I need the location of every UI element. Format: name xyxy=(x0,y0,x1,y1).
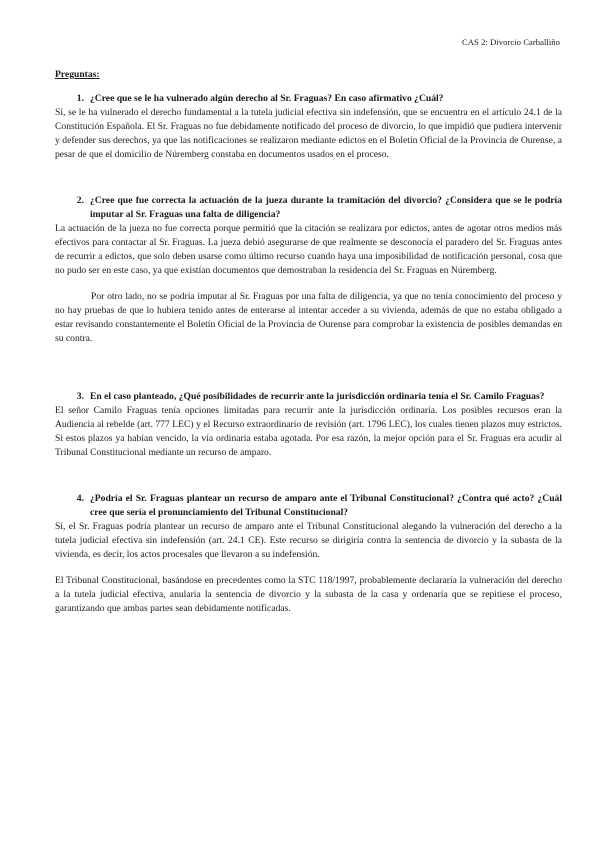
answer-paragraph: El Tribunal Constitucional, basándose en precedentes como la STC 118/1997, probablemente declararía la vulneración del derecho a la tutela judicial efectiva, anularía la sentencia de divorcio y la subasta de la casa y ordenaría que se repitiese el proceso, garantizando que ambas partes sean debidamente notificadas. xyxy=(55,575,562,614)
question-2 xyxy=(55,194,562,222)
answer-paragraph: La actuación de la jueza no fue correcta porque permitió que la citación se realizara por edictos, antes de agotar otros medios más efectivos para contactar al Sr. Fraguas. La jueza debió asegurarse de que realmente se desconocía el paradero del Sr. Fraguas antes de recurrir a edictos, que solo deben usarse como último recurso cuando haya una imposibilidad de notificación personal, cosa que no pudo ser en este caso, ya que existían documentos que demostraban la residencia del Sr. Fraguas en Núremberg. xyxy=(55,223,562,276)
answer-paragraph: Por otro lado, no se podría imputar al Sr. Fraguas por una falta de diligencia, ya que no tenía conocimiento del proceso y no hay pruebas de que lo hubiera tenido antes de enterarse al intentar acceder a su vivienda, además de que no estaba obligado a estar revisando constantemente el Boletín Oficial de la Provincia de Ourense para comprobar la existencia de posibles demandas en su contra. xyxy=(55,291,562,344)
section-heading: Preguntas: xyxy=(55,69,100,80)
question-text: ¿Podría el Sr. Fraguas plantear un recurso de amparo ante el Tribunal Constitucional? ¿Contra qué acto? ¿Cuál cree que sería el pronunciamiento del Tribunal Constitucional? xyxy=(90,493,562,518)
question-text: ¿Cree que fue correcta la actuación de la jueza durante la tramitación del divorcio? ¿Considera que se le podría imputar al Sr. Fraguas una falta de diligencia? xyxy=(90,195,562,220)
question-3 xyxy=(55,390,562,404)
question-1 xyxy=(55,92,562,106)
answer-paragraph: Sí, se le ha vulnerado el derecho fundamental a la tutela judicial efectiva sin indefensión, que se encuentra en el artículo 24.1 de la Constitución Española. El Sr. Fraguas no fue debidamente notificado del proceso de divorcio, lo que impidió que pudiera intervenir y defender sus derechos, ya que las notificaciones se realizaron mediante edictos en el Boletín Oficial de la Provincia de Ourense, a pesar de que el domicilio de Núremberg constaba en documentos usados en el proceso. xyxy=(55,107,562,160)
question-number: 4. xyxy=(76,493,84,504)
question-number: 1. xyxy=(76,93,84,104)
document-body xyxy=(55,92,562,616)
question-text: ¿Cree que se le ha vulnerado algún derecho al Sr. Fraguas? En caso afirmativo ¿Cuál? xyxy=(90,93,444,104)
answer-paragraph: Sí, el Sr. Fraguas podría plantear un recurso de amparo ante el Tribunal Constitucional alegando la vulneración del derecho a la tutela judicial efectiva sin indefensión (art. 24.1 CE). Este recurso se dirigiría contra la sentencia de divorcio y la subasta de la vivienda, es decir, los actos procesales que llevaron a su indefensión. xyxy=(55,521,562,560)
question-4 xyxy=(55,492,562,520)
question-number: 2. xyxy=(76,195,84,206)
page-header-title: CAS 2: Divorcio Carballiño xyxy=(462,37,560,47)
answer-paragraph: El señor Camilo Fraguas tenía opciones limitadas para recurrir ante la jurisdicción ordinaria. Los posibles recursos eran la Audiencia al rebelde (art. 777 LEC) y el Recurso extraordinario de revisión (art. 1796 LEC), los cuales tienen plazos muy estrictos. Si estos plazos ya habían vencido, la vía ordinaria estaba agotada. Por esa razón, la mejor opción para el Sr. Fraguas era acudir al Tribunal Constitucional mediante un recurso de amparo. xyxy=(55,405,562,458)
question-text: En el caso planteado, ¿Qué posibilidades de recurrir ante la jurisdicción ordinaria tenía el Sr. Camilo Fraguas? xyxy=(90,391,545,402)
question-number: 3. xyxy=(76,391,84,402)
